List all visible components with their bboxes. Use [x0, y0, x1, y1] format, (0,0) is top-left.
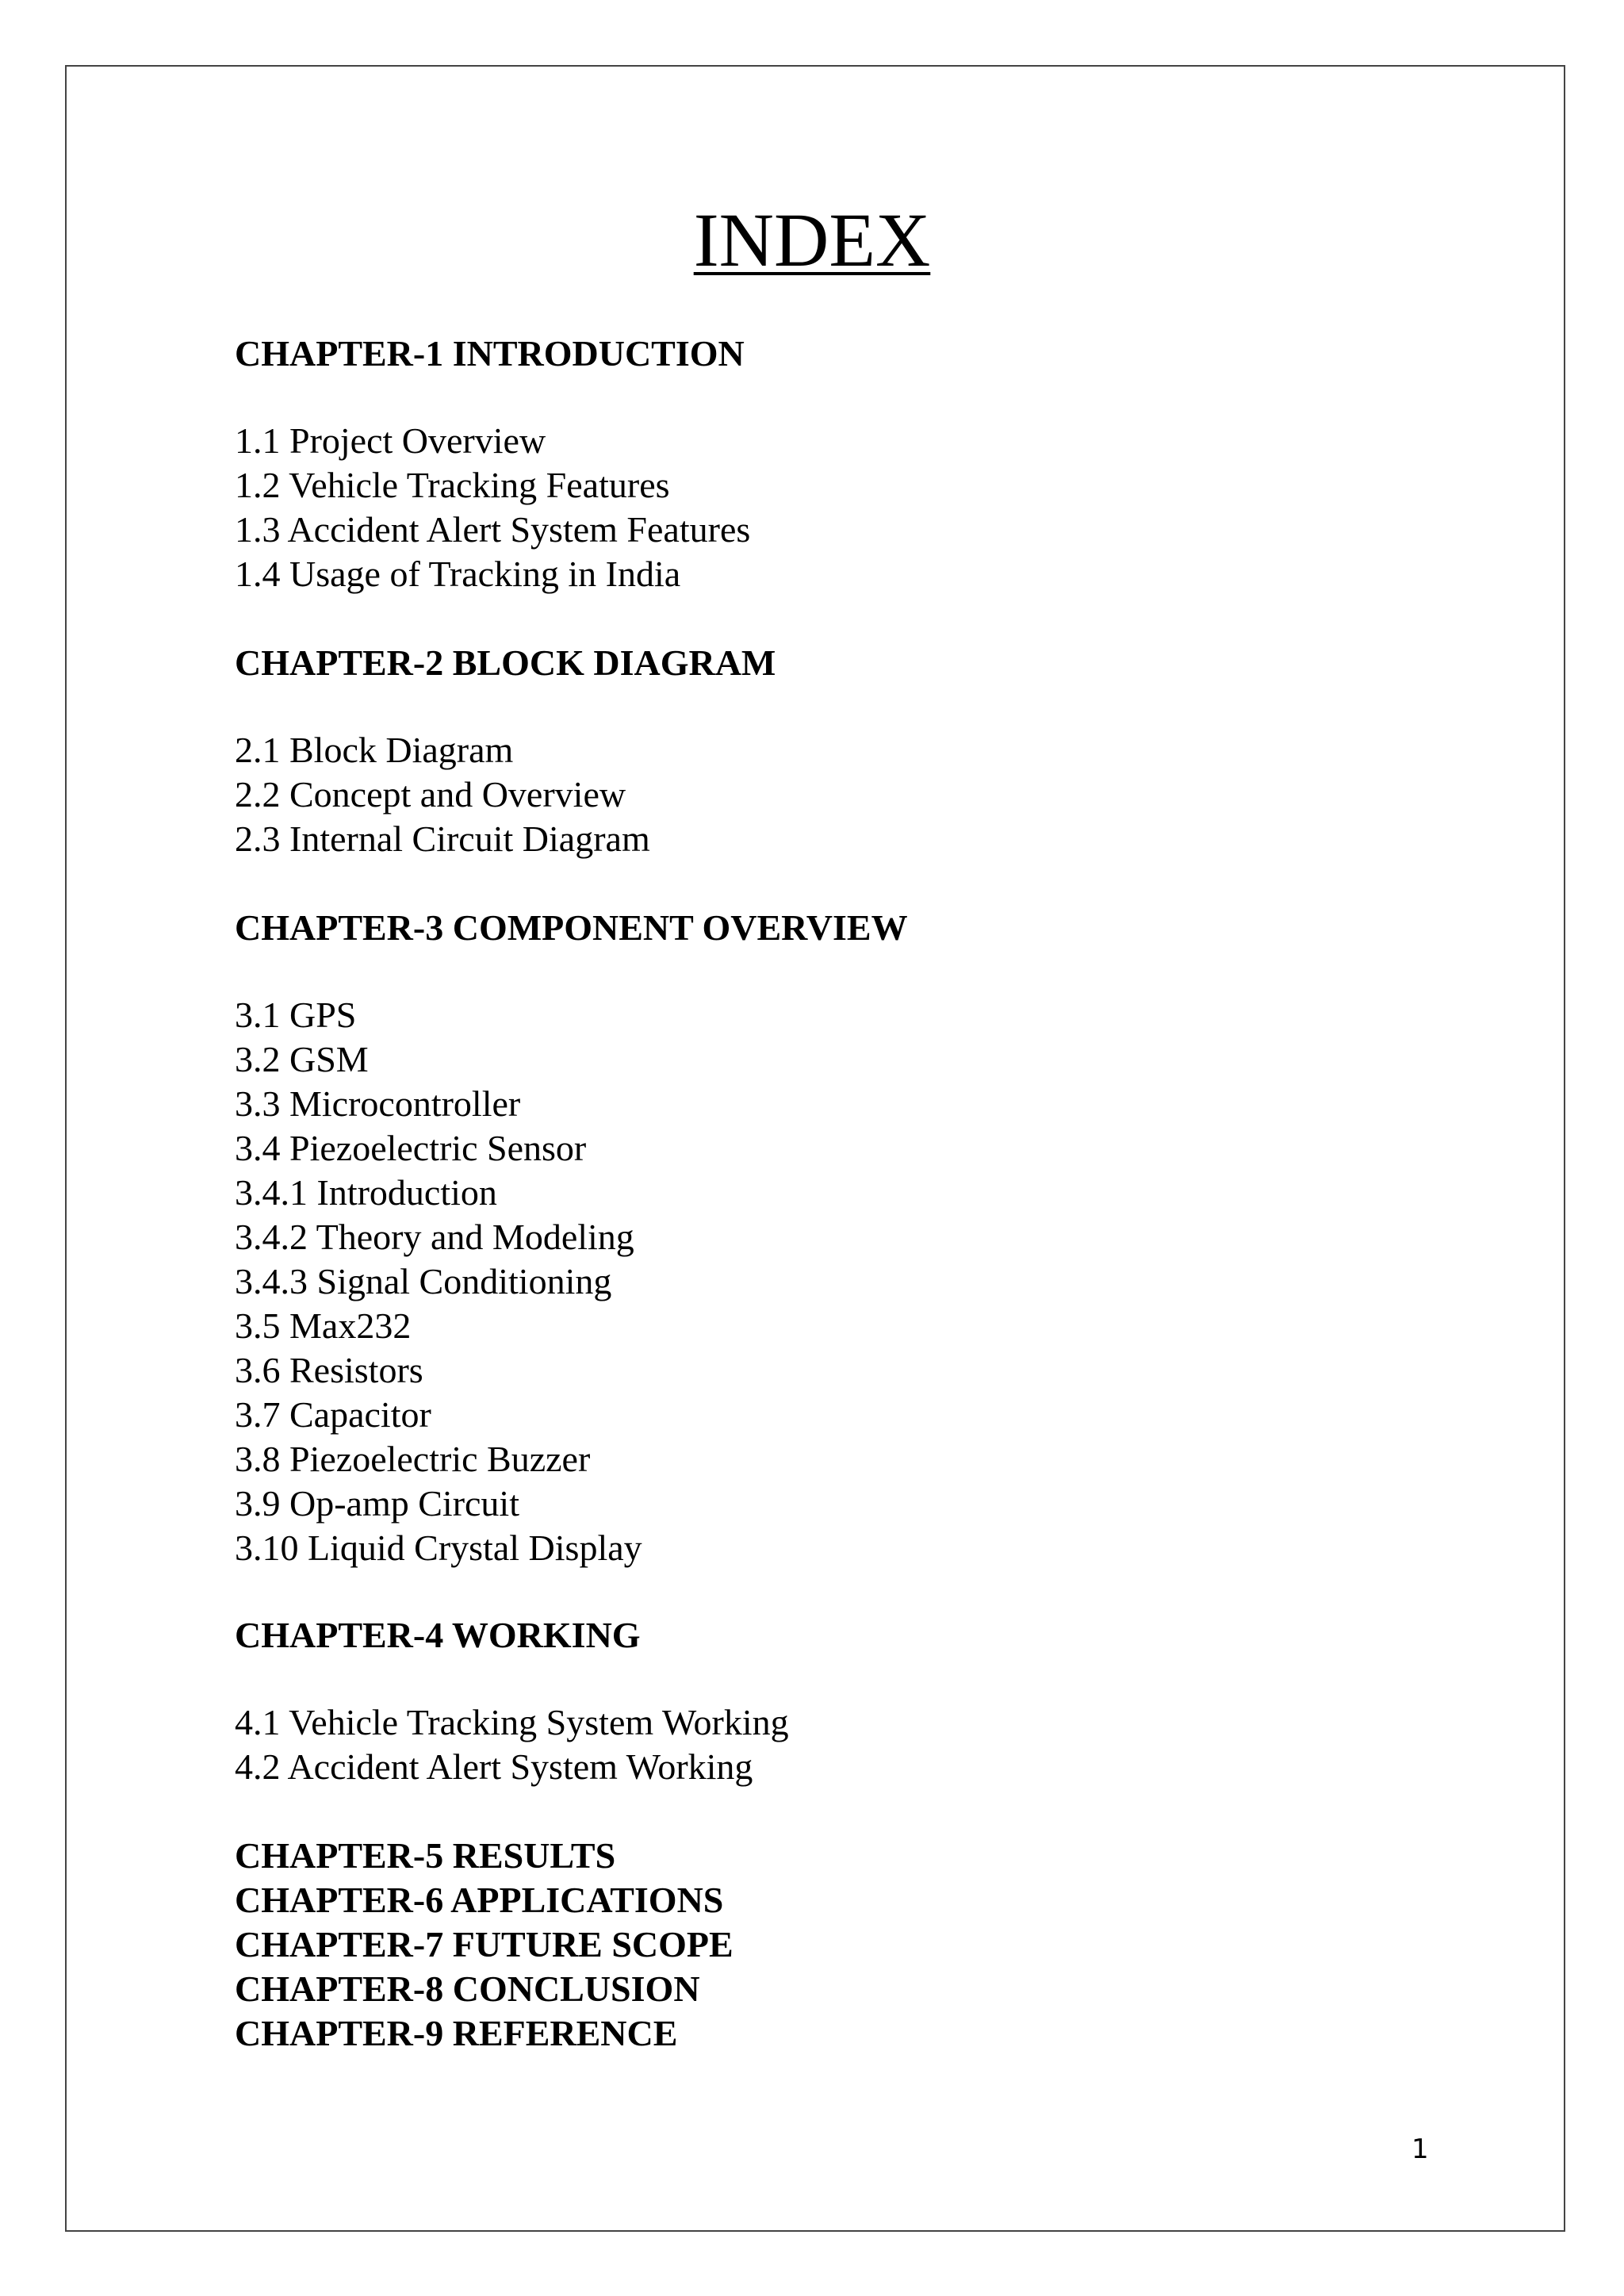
toc-entry-3-4: 3.4 Piezoelectric Sensor — [235, 1128, 587, 1168]
toc-entry-1-3: 1.3 Accident Alert System Features — [235, 509, 751, 550]
toc-entry-2-1: 2.1 Block Diagram — [235, 730, 514, 770]
toc-entry-3-1: 3.1 GPS — [235, 995, 357, 1035]
toc-entry-3-4-1: 3.4.1 Introduction — [235, 1172, 497, 1213]
toc-entry-3-2: 3.2 GSM — [235, 1039, 369, 1079]
chapter-4-heading: CHAPTER-4 WORKING — [235, 1615, 641, 1655]
chapter-3-heading: CHAPTER-3 COMPONENT OVERVIEW — [235, 907, 908, 948]
chapter-7-heading: CHAPTER-7 FUTURE SCOPE — [235, 1924, 733, 1964]
toc-entry-3-6: 3.6 Resistors — [235, 1350, 423, 1390]
toc-entry-2-2: 2.2 Concept and Overview — [235, 774, 626, 815]
toc-entry-3-7: 3.7 Capacitor — [235, 1394, 431, 1435]
chapter-9-heading: CHAPTER-9 REFERENCE — [235, 2013, 678, 2053]
toc-entry-3-5: 3.5 Max232 — [235, 1305, 412, 1346]
toc-entry-1-1: 1.1 Project Overview — [235, 420, 546, 461]
toc-entry-4-1: 4.1 Vehicle Tracking System Working — [235, 1702, 789, 1742]
chapter-2-heading: CHAPTER-2 BLOCK DIAGRAM — [235, 642, 776, 683]
toc-entry-4-2: 4.2 Accident Alert System Working — [235, 1746, 753, 1787]
toc-entry-3-3: 3.3 Microcontroller — [235, 1083, 521, 1124]
toc-entry-3-4-2: 3.4.2 Theory and Modeling — [235, 1217, 634, 1257]
toc-entry-1-2: 1.2 Vehicle Tracking Features — [235, 465, 670, 505]
toc-entry-3-4-3: 3.4.3 Signal Conditioning — [235, 1261, 612, 1301]
page-number: 1 — [1411, 2133, 1429, 2165]
toc-entry-2-3: 2.3 Internal Circuit Diagram — [235, 818, 650, 859]
chapter-6-heading: CHAPTER-6 APPLICATIONS — [235, 1880, 724, 1920]
chapter-1-heading: CHAPTER-1 INTRODUCTION — [235, 333, 745, 374]
chapter-5-heading: CHAPTER-5 RESULTS — [235, 1835, 616, 1876]
chapter-8-heading: CHAPTER-8 CONCLUSION — [235, 1968, 700, 2009]
page-title-text: INDEX — [693, 197, 931, 282]
toc-entry-3-9: 3.9 Op-amp Circuit — [235, 1483, 519, 1524]
toc-entry-1-4: 1.4 Usage of Tracking in India — [235, 554, 681, 594]
toc-entry-3-10: 3.10 Liquid Crystal Display — [235, 1527, 642, 1568]
page-title — [0, 197, 1624, 284]
toc-entry-3-8: 3.8 Piezoelectric Buzzer — [235, 1439, 591, 1479]
